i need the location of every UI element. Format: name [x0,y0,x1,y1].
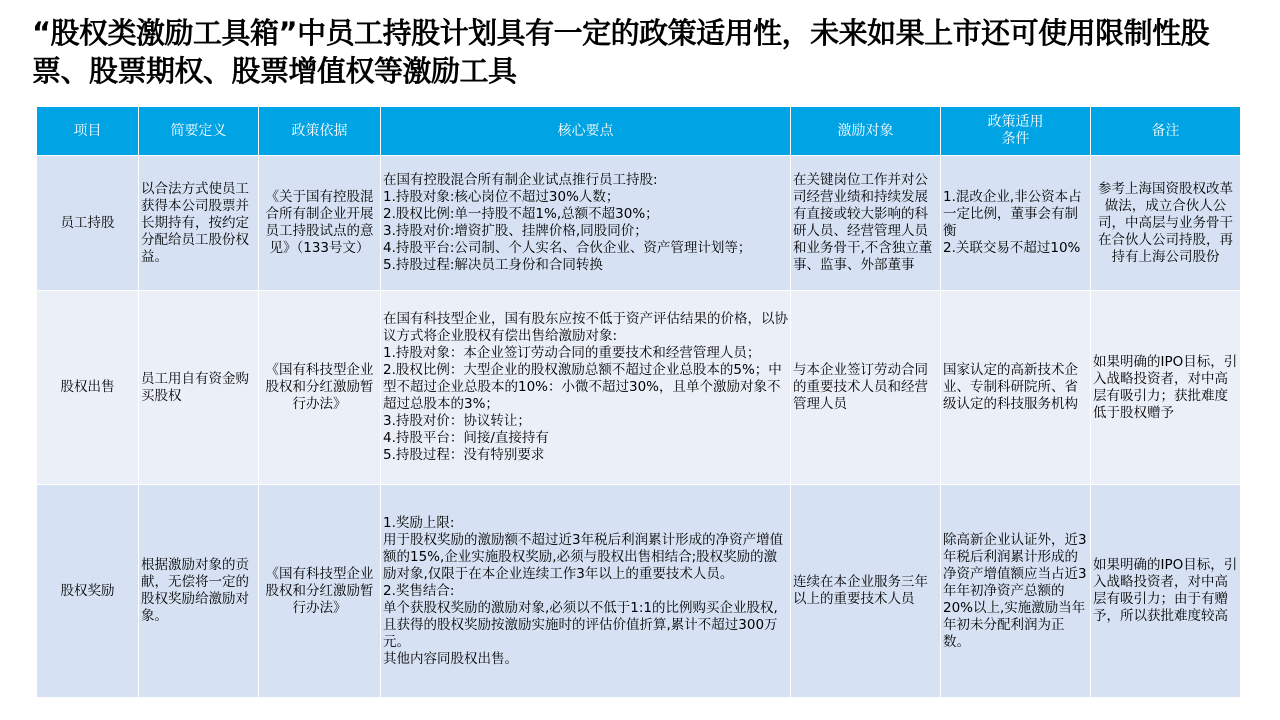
cell-policy: 《国有科技型企业股权和分红激励暂行办法》 [259,485,381,698]
core-line: 1.持股对象:核心岗位不超过30%人数； [383,189,620,205]
incentive-tools-table [36,106,1241,698]
header-item: 项目 [37,107,139,156]
core-line: 4.持股平台：间接/直接持有 [383,430,549,446]
header-core: 核心要点 [381,107,791,156]
core-line: 在国有控股混合所有制企业试点推行员工持股: [383,172,658,188]
cell-remark: 如果明确的IPO目标，引入战略投资者，对中高层有吸引力；获批难度低于股权赠予 [1091,291,1241,485]
cell-definition: 以合法方式使员工获得本公司股票并长期持有，按约定分配给员工股份权益。 [139,156,259,291]
cell-conditions: 1.混改企业,非公资本占一定比例，董事会有制衡 2.关联交易不超过10% [941,156,1091,291]
cell-conditions: 国家认定的高新技术企业、专制科研院所、省级认定的科技服务机构 [941,291,1091,485]
cell-target: 在关键岗位工作并对公司经营业绩和持续发展有直接或较大影响的科研人员、经营管理人员和业务骨干,不含独立董事、监事、外部董事 [791,156,941,291]
header-policy: 政策依据 [259,107,381,156]
cell-target: 与本企业签订劳动合同的重要技术人员和经营管理人员 [791,291,941,485]
core-line: 在国有科技型企业，国有股东应按不低于资产评估结果的价格，以协议方式将企业股权有偿出售给激励对象: [383,311,788,344]
cell-policy: 《国有科技型企业股权和分红激励暂行办法》 [259,291,381,485]
header-conditions: 政策适用 条件 [941,107,1091,156]
cell-remark: 如果明确的IPO目标，引入战略投资者，对中高层有吸引力；由于有赠予，所以获批难度较高 [1091,485,1241,698]
core-line: 5.持股过程：没有特别要求 [383,447,545,463]
cell-definition: 员工用自有资金购买股权 [139,291,259,485]
cell-conditions: 除高新企业认证外，近3年税后利润累计形成的净资产增值额应当占近3年年初净资产总额的20%以上,实施激励当年年初未分配利润为正数。 [941,485,1091,698]
slide-title: “股权类激励工具箱”中员工持股计划具有一定的政策适用性，未来如果上市还可使用限制性股票、股票期权、股票增值权等激励工具 [32,16,1210,88]
cell-item: 股权奖励 [37,485,139,698]
core-line: 3.持股对价：协议转让； [383,413,531,429]
core-line: 1.持股对象：本企业签订劳动合同的重要技术和经营管理人员； [383,345,761,361]
core-line: 4.持股平台:公司制、个人实名、合伙企业、资产管理计划等； [383,240,752,256]
core-line: 2.股权比例：大型企业的股权激励总额不超过企业总股本的5%；中型不超过企业总股本的10%：小微不超过30%，且单个激励对象不超过总股本的3%； [383,362,782,412]
cell-target: 连续在本企业服务三年以上的重要技术人员 [791,485,941,698]
core-line: 3.持股对价:增资扩股、挂牌价格,同股同价； [383,223,648,239]
header-definition: 简要定义 [139,107,259,156]
core-line: 2.奖售结合: [383,582,455,599]
header-remark: 备注 [1091,107,1241,156]
cell-policy: 《关于国有控股混合所有制企业开展员工持股试点的意见》（133号文） [259,156,381,291]
header-target: 激励对象 [791,107,941,156]
table-row [37,485,1241,698]
cell-core [381,156,791,291]
table-header-row [37,107,1241,156]
cell-definition: 根据激励对象的贡献，无偿将一定的股权奖励给激励对象。 [139,485,259,698]
core-line: 2.股权比例:单一持股不超1%,总额不超30%； [383,206,659,222]
table-row [37,291,1241,485]
cell-core [381,485,791,698]
cell-core [381,291,791,485]
core-line: 用于股权奖励的激励额不超过近3年税后利润累计形成的净资产增值额的15%,企业实施股权奖励,必须与股权出售相结合;股权奖励的激励对象,仅限于在本企业连续工作3年以上的重要技术人员。 [383,531,784,582]
table-row [37,156,1241,291]
cell-remark: 参考上海国资股权改革做法，成立合伙人公司，中高层与业务骨干在合伙人公司持股，再持有上海公司股份 [1091,156,1241,291]
core-line: 单个获股权奖励的激励对象,必须以不低于1:1的比例购买企业股权,且获得的股权奖励按激励实施时的评估价值折算,累计不超过300万元。 [383,599,778,650]
cell-item: 股权出售 [37,291,139,485]
cell-item: 员工持股 [37,156,139,291]
core-line: 1.奖励上限: [383,514,455,531]
core-line: 其他内容同股权出售。 [383,650,518,667]
core-line: 5.持股过程:解决员工身份和合同转换 [383,257,603,273]
